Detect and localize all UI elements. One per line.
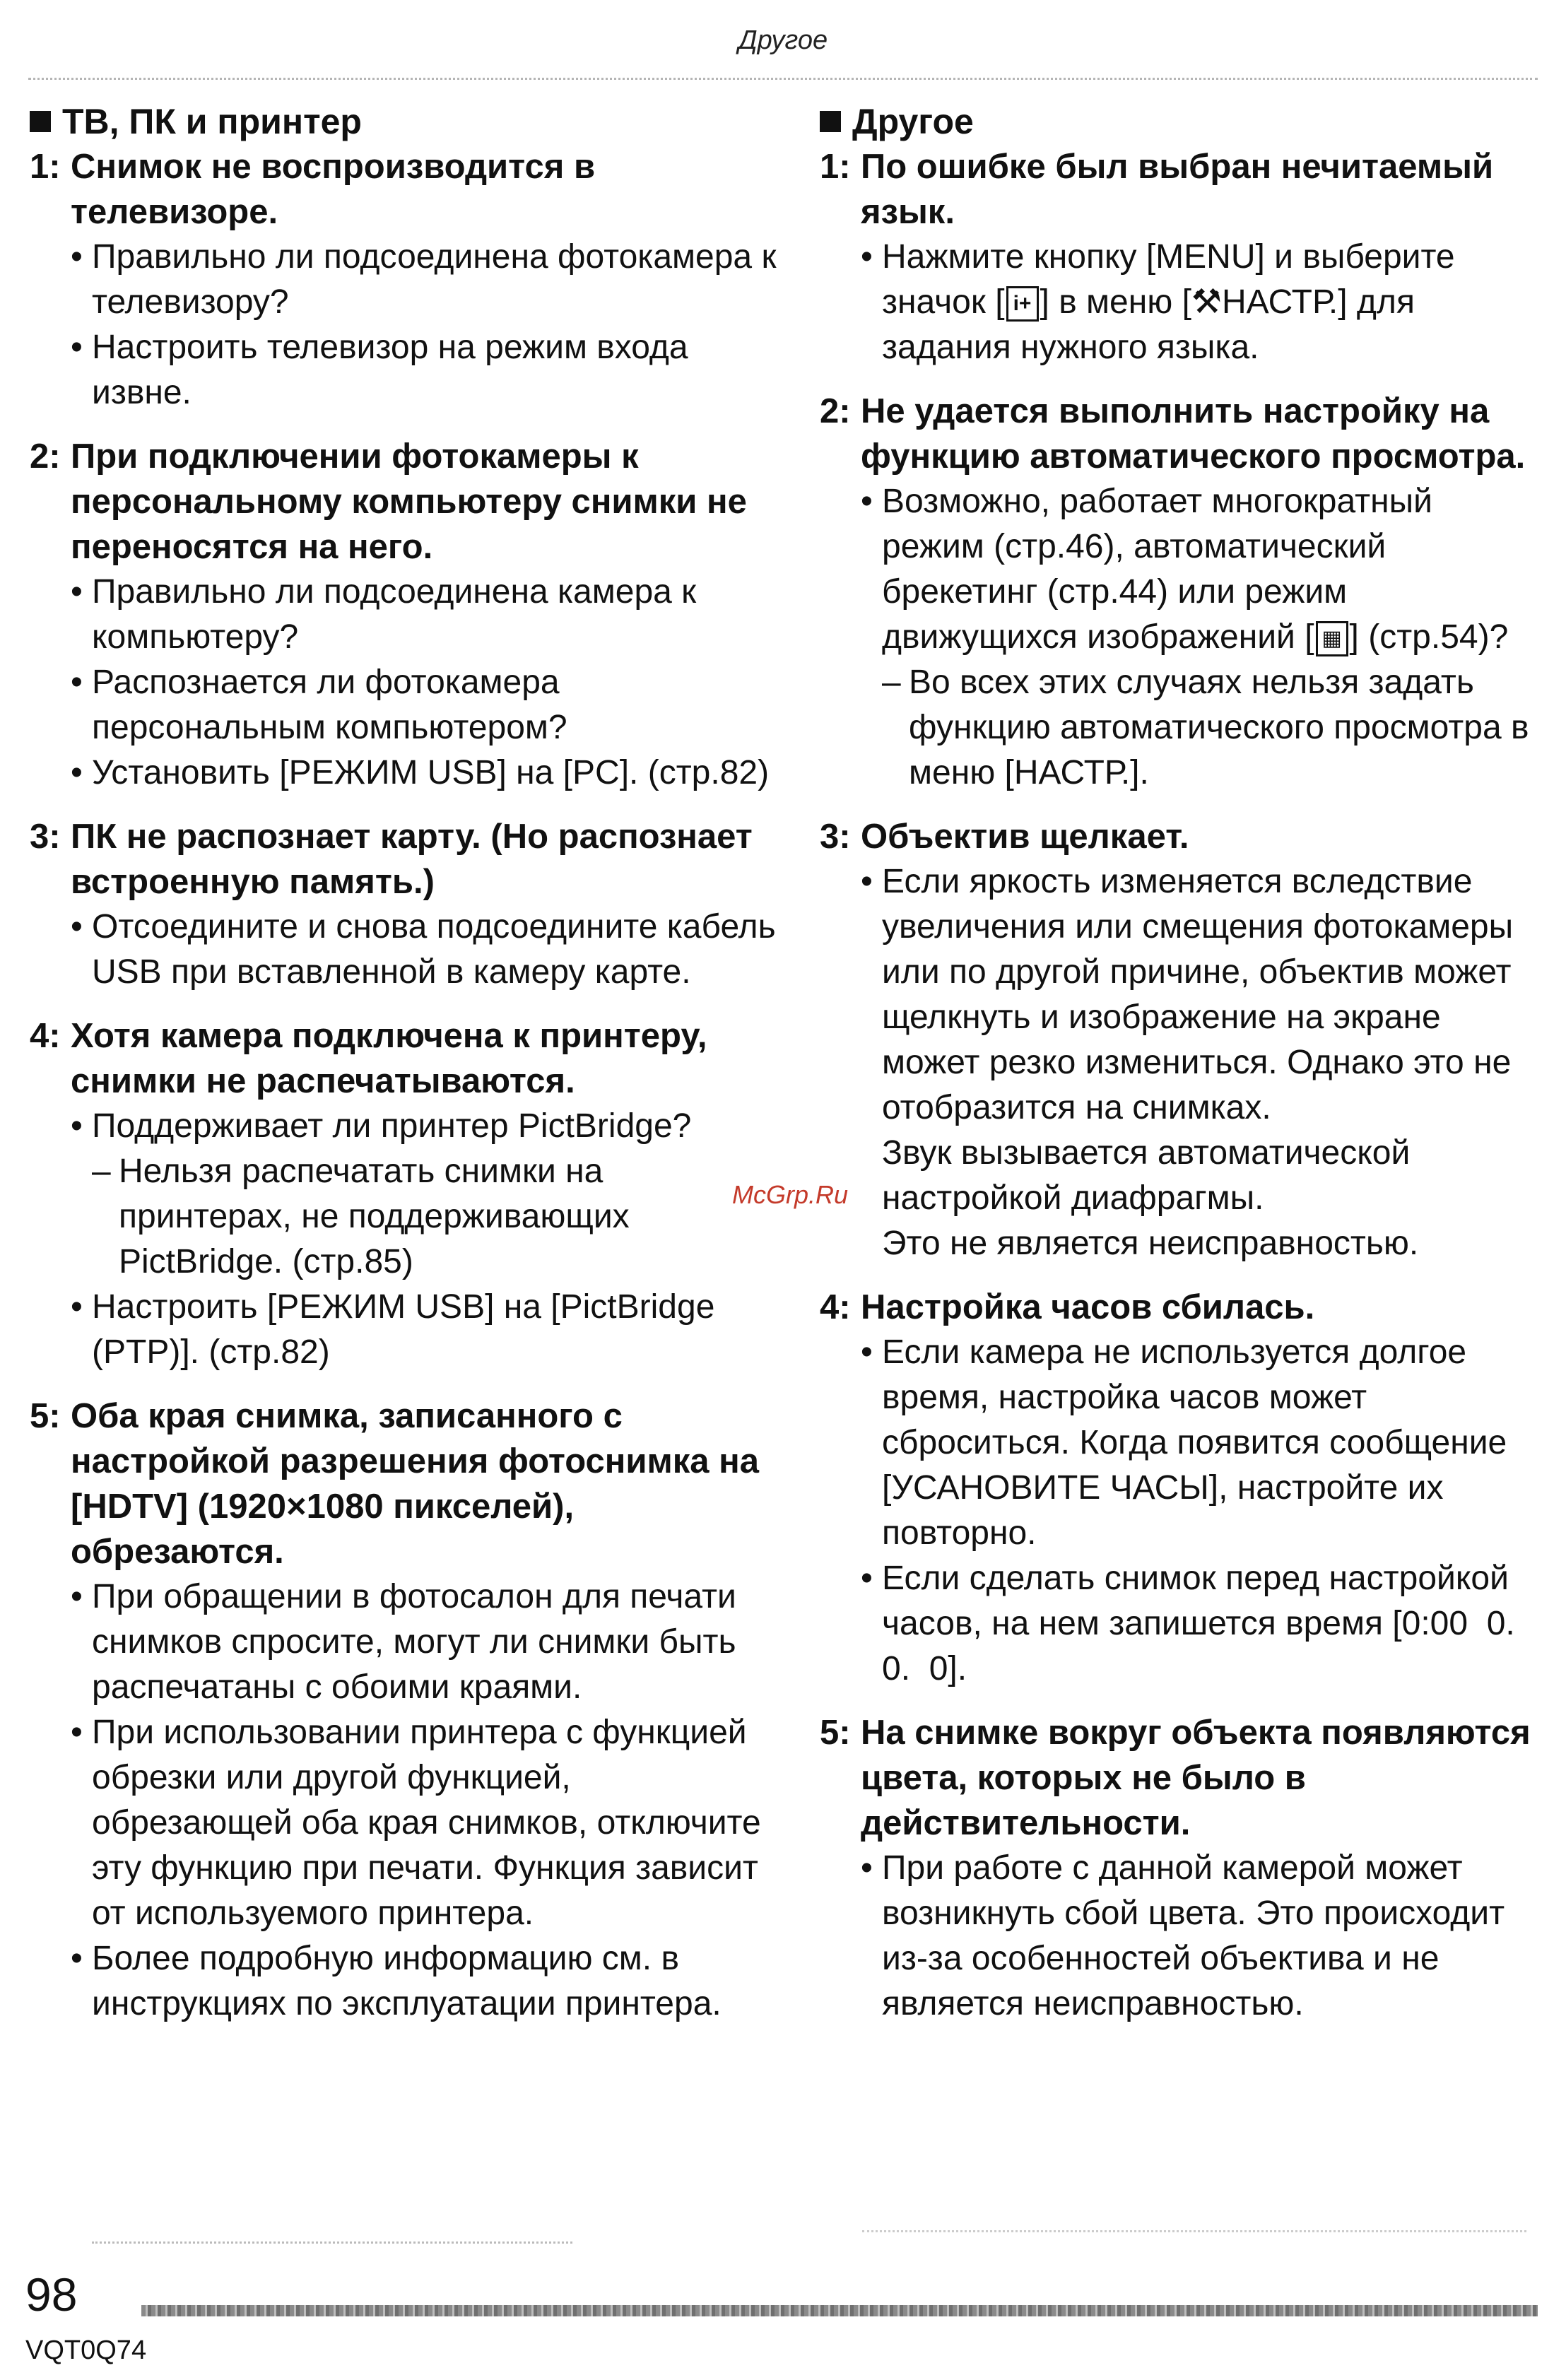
item-number: 3: — [820, 818, 851, 856]
bullet-icon: • — [861, 1560, 873, 1597]
faq-question — [30, 1394, 779, 1574]
bullet-text: Настроить телевизор на режим входа извне. — [92, 329, 688, 411]
bullet-text: При работе с данной камерой может возникнуть сбой цвета. Это происходит из-за особенностей объектива и не является неисправностью. — [882, 1849, 1505, 2022]
item-title: Хотя камера подключена к принтеру, снимки не распечатываются. — [71, 1017, 707, 1100]
faq-question — [30, 1013, 779, 1104]
bullet-text: При использовании принтера с функцией обрезки или другой функцией, обрезающей оба края снимков, отключите эту функцию при печати. Функция зависит от используемого принтера. — [92, 1714, 761, 1932]
bullet-point — [71, 1710, 779, 1936]
bullet-icon: • — [71, 1578, 83, 1615]
faq-question — [30, 814, 779, 905]
bullet-text: Распознается ли фотокамера персональным компьютером? — [92, 664, 567, 746]
bullet-icon: • — [861, 1333, 873, 1371]
bullet-point — [71, 1574, 779, 1710]
item-number: 4: — [30, 1017, 61, 1055]
setup-menu-icon: ⚒ — [1191, 283, 1222, 321]
bullet-text: Если яркость изменяется вследствие увеличения или смещения фотокамеры или по другой причине, объектив может щелкнуть и изображение на экране может резко измениться. Однако это не отобразится на снимках. — [882, 863, 1514, 1126]
watermark: McGrp.Ru — [732, 1180, 849, 1209]
faq-question — [820, 1285, 1541, 1330]
item-title: Снимок не воспроизводится в телевизоре. — [71, 148, 596, 231]
item-number: 5: — [820, 1714, 851, 1752]
item-title: При подключении фотокамеры к персональному компьютеру снимки не переносятся на него. — [71, 437, 747, 566]
bullet-point — [861, 1846, 1541, 2027]
item-title: Настройка часов сбилась. — [861, 1288, 1315, 1326]
bullet-icon: • — [71, 238, 83, 276]
faq-question — [30, 144, 779, 235]
item-title: По ошибке был выбран нечитаемый язык. — [861, 148, 1494, 231]
bullet-text: Правильно ли подсоединена камера к компьютеру? — [92, 573, 697, 656]
faq-item — [820, 814, 1541, 1266]
bullet-text: Если сделать снимок перед настройкой часов, на нем запишется время [0:00 0. 0. 0]. — [882, 1560, 1525, 1687]
bullet-icon: • — [71, 1714, 83, 1751]
item-title: Объектив щелкает. — [861, 818, 1189, 856]
bullet-text-part: Возможно, работает многократный режим (стр.46), автоматический брекетинг (стр.44) или режим движущихся изображений [ — [882, 483, 1432, 656]
bullet-point — [861, 1330, 1541, 1556]
bullet-point — [71, 660, 779, 750]
bullet-text: Правильно ли подсоединена фотокамера к телевизору? — [92, 238, 777, 321]
faq-question — [820, 144, 1541, 235]
sub-point — [92, 1149, 779, 1285]
bottom-dotted-divider — [862, 2230, 1526, 2232]
item-number: 1: — [820, 148, 851, 186]
faq-question — [820, 389, 1541, 479]
bullet-point — [861, 1556, 1541, 1692]
item-number: 1: — [30, 148, 61, 186]
section-heading-tv-pc-printer — [30, 99, 779, 144]
continuation-text: Звук вызывается автоматической настройкой диафрагмы. — [882, 1134, 1411, 1217]
bottom-dotted-divider — [92, 2241, 572, 2244]
bullet-text: При обращении в фотосалон для печати снимков спросите, могут ли снимки быть распечатаны с обоими краями. — [92, 1578, 736, 1706]
item-number: 3: — [30, 818, 61, 856]
item-number: 5: — [30, 1397, 61, 1435]
bullet-point — [71, 905, 779, 995]
faq-item — [820, 1710, 1541, 2027]
bullet-point — [861, 235, 1541, 370]
page-number: 98 — [25, 2268, 78, 2321]
bullet-icon: • — [71, 573, 83, 611]
bullet-point — [71, 1285, 779, 1375]
right-column — [820, 99, 1541, 2027]
dash-icon: – — [92, 1153, 111, 1190]
item-number: 4: — [820, 1288, 851, 1326]
bullet-icon: • — [861, 238, 873, 276]
faq-item — [820, 389, 1541, 796]
bullet-text — [882, 479, 1541, 660]
bullet-text-part: НАСТР.] для задания нужного языка. — [882, 283, 1415, 366]
page-header-title: Другое — [738, 25, 828, 55]
bullet-point — [71, 750, 779, 796]
item-title: На снимке вокруг объекта появляются цвета, которых не было в действительности. — [861, 1714, 1531, 1842]
motion-picture-icon: ▦ — [1316, 621, 1348, 656]
left-column — [30, 99, 779, 2027]
item-title: Оба края снимка, записанного с настройкой разрешения фотоснимка на [HDTV] (1920×1080 пикселей), обрезаются. — [71, 1397, 759, 1571]
bullet-point — [71, 1936, 779, 2027]
square-bullet-icon — [820, 111, 841, 132]
bullet-icon: • — [861, 483, 873, 520]
bullet-text: Поддерживает ли принтер PictBridge? — [92, 1107, 692, 1145]
bullet-icon: • — [861, 1849, 873, 1887]
model-code: VQT0Q74 — [25, 2335, 147, 2365]
bullet-icon: • — [71, 754, 83, 791]
item-number: 2: — [820, 392, 851, 430]
faq-item — [30, 1394, 779, 2027]
continuation-text: Это не является неисправностью. — [882, 1225, 1419, 1262]
bullet-text: Установить [РЕЖИМ USB] на [PC]. (стр.82) — [92, 754, 770, 791]
bullet-text: Если камера не используется долгое время, настройка часов может сброситься. Когда появится сообщение [УСАНОВИТЕ ЧАСЫ], настройте их повторно. — [882, 1333, 1507, 1552]
faq-item — [820, 1285, 1541, 1692]
footer-bar — [141, 2305, 1538, 2316]
header-divider — [28, 78, 1538, 80]
sub-point — [882, 660, 1541, 796]
faq-item — [30, 434, 779, 796]
item-title: Не удается выполнить настройку на функцию автоматического просмотра. — [861, 392, 1526, 476]
bullet-icon: • — [71, 664, 83, 701]
bullet-icon: • — [861, 863, 873, 900]
bullet-text: Настроить [РЕЖИМ USB] на [PictBridge (PTP)]. (стр.82) — [92, 1288, 715, 1371]
bullet-point — [861, 859, 1541, 1131]
faq-item — [30, 144, 779, 416]
section-heading-other — [820, 99, 1541, 144]
bullet-text-part: ] (стр.54)? — [1349, 618, 1509, 656]
bullet-icon: • — [71, 1107, 83, 1145]
bullet-point — [71, 325, 779, 416]
faq-question — [820, 1710, 1541, 1846]
faq-item — [820, 144, 1541, 370]
bullet-text-part: Нажмите кнопку [MENU] и выберите значок [ — [882, 238, 1455, 321]
item-number: 2: — [30, 437, 61, 476]
bullet-text: Отсоедините и снова подсоедините кабель USB при вставленной в камеру карте. — [92, 908, 776, 991]
dash-icon: – — [882, 664, 901, 701]
bullet-text — [882, 235, 1541, 370]
faq-item — [30, 1013, 779, 1375]
bullet-point — [71, 1104, 779, 1149]
bullet-point — [71, 235, 779, 325]
bullet-point — [861, 479, 1541, 660]
section-heading-text: Другое — [852, 102, 974, 141]
item-title: ПК не распознает карту. (Но распознает встроенную память.) — [71, 818, 753, 901]
square-bullet-icon — [30, 111, 51, 132]
faq-item — [30, 814, 779, 995]
bullet-icon: • — [71, 1940, 83, 1977]
section-heading-text: ТВ, ПК и принтер — [62, 102, 362, 141]
bullet-icon: • — [71, 329, 83, 366]
sub-text: Нельзя распечатать снимки на принтерах, не поддерживающих PictBridge. (стр.85) — [119, 1153, 630, 1280]
faq-question — [30, 434, 779, 570]
bullet-text-part: ] в меню [ — [1040, 283, 1191, 321]
bullet-point — [71, 570, 779, 660]
faq-question — [820, 814, 1541, 859]
bullet-text: Более подробную информацию см. в инструкциях по эксплуатации принтера. — [92, 1940, 722, 2022]
bullet-icon: • — [71, 1288, 83, 1326]
sub-text: Во всех этих случаях нельзя задать функцию автоматического просмотра в меню [НАСТР.]. — [909, 664, 1529, 791]
language-info-icon: i+ — [1006, 286, 1039, 322]
bullet-icon: • — [71, 908, 83, 945]
